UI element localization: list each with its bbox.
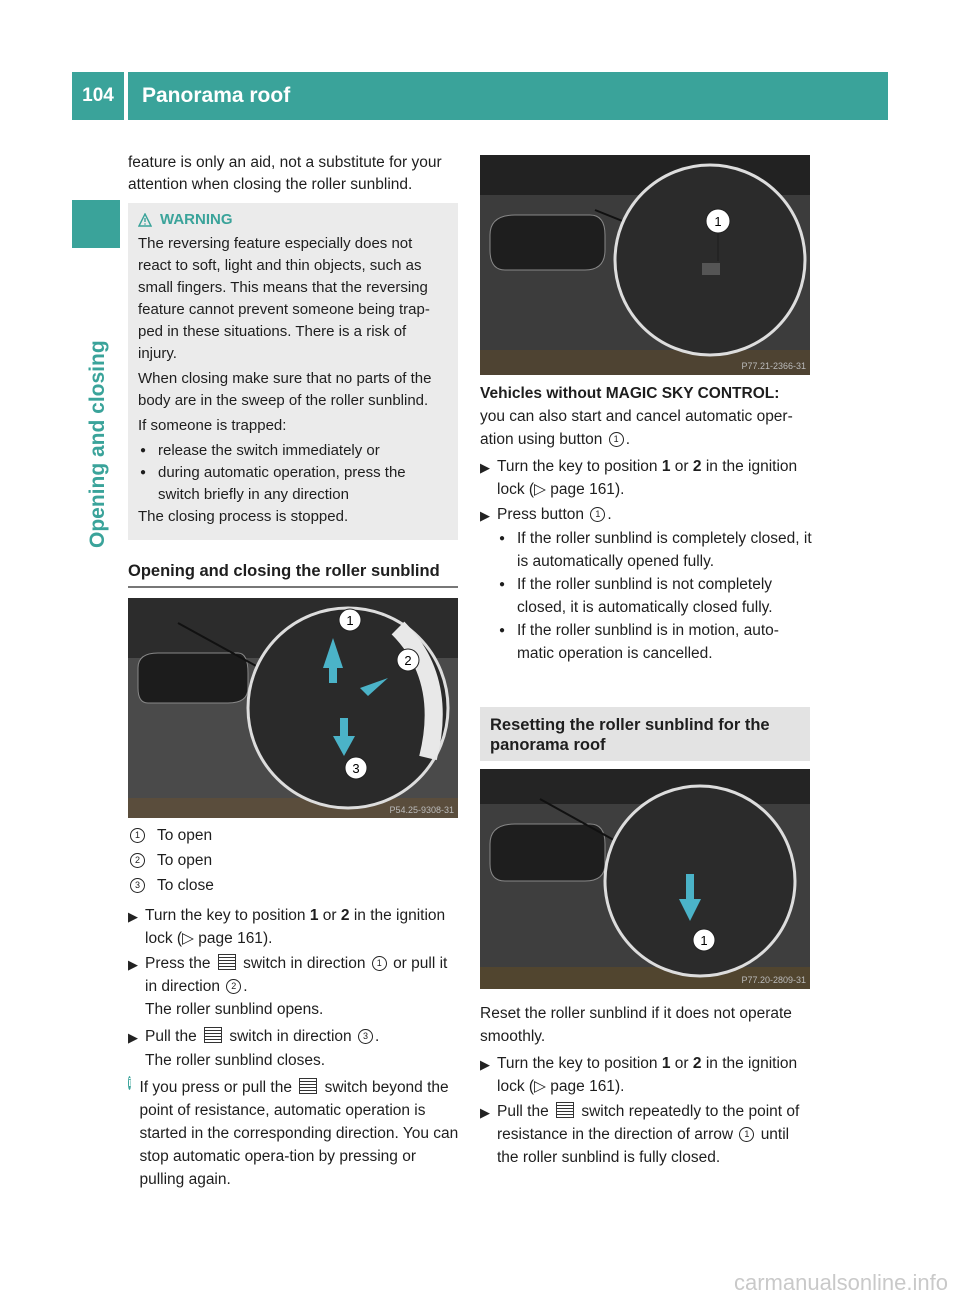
instruction-step: ▶ Press button 1 . — [480, 506, 612, 523]
right-instructions — [480, 382, 812, 665]
instruction-step: ▶ Pull the switch repeatedly to the point of resistance in the direction of arrow 1 until the roller sunblind is fully closed. — [480, 1103, 800, 1166]
instruction-step: ▶ Pull the switch in direction 3 . — [128, 1028, 380, 1045]
result-bullet: ● If the roller sunblind is in motion, auto-matic operation is cancelled. — [499, 622, 779, 662]
magic-sky-button-photo — [480, 155, 810, 375]
warning-box — [128, 203, 458, 540]
warning-heading: WARNING — [138, 209, 448, 231]
section-heading: Opening and closing the roller sunblind — [128, 562, 440, 580]
subheading: Vehicles without MAGIC SKY CONTROL: — [480, 385, 780, 402]
warning-bullet: ● release the switch immediately or — [140, 442, 380, 459]
figure-code: P54.25-9308-31 — [389, 805, 454, 815]
sunblind-switch-photo — [128, 598, 458, 818]
page-title: Panorama roof — [128, 72, 888, 120]
page-ref-icon: ▷ — [534, 1078, 551, 1095]
warning-text: The closing process is stopped. — [138, 508, 349, 525]
legend-item: 1 To open — [128, 823, 460, 848]
figure-legend — [128, 823, 460, 898]
instruction-step: ▶ Press the switch in direction 1 or pull it in direction 2 . — [128, 955, 448, 995]
callout-3: 3 — [352, 761, 360, 776]
callout-1: 1 — [714, 214, 722, 229]
roller-switch-icon — [204, 1027, 222, 1043]
result-bullet: ● If the roller sunblind is not completely closed, it is automatically closed fully. — [499, 576, 773, 616]
page-link[interactable]: page 161 — [550, 481, 615, 498]
heading-rule — [128, 586, 458, 588]
warning-bullet: ● during automatic operation, press the switch briefly in any direction — [140, 464, 406, 503]
warning-icon — [138, 213, 152, 227]
left-instructions — [128, 904, 460, 1191]
page-link[interactable]: page 161 — [198, 930, 263, 947]
section-heading-box: Resetting the roller sunblind for the panorama roof — [480, 707, 810, 761]
warning-text: If someone is trapped: — [138, 417, 287, 434]
step-result: The roller sunblind opens. — [145, 1001, 324, 1018]
intro-text: feature is only an aid, not a substitute for your attention when closing the roller sunblind. — [128, 154, 442, 193]
roller-switch-icon — [218, 954, 236, 970]
info-note: i If you press or pull the switch beyond the point of resistance, automatic operation is started in the corresponding direction. You can stop automatic opera-tion by pressing or pulling again. — [128, 1076, 459, 1188]
figure-code: P77.21-2366-31 — [741, 361, 806, 371]
warning-text: The reversing feature especially does not react to soft, light and thin objects, such as small fingers. This means that the reversing feature cannot prevent someone being trap-ped in these situations. There is a risk of injury. — [138, 235, 430, 362]
warning-text: When closing make sure that no parts of the body are in the sweep of the roller sunblind. — [138, 370, 432, 409]
page-link[interactable]: page 161 — [550, 1078, 615, 1095]
reset-instructions — [480, 1002, 812, 1169]
page-ref-icon: ▷ — [182, 930, 199, 947]
legend-item: 2 To open — [128, 848, 460, 873]
legend-item: 3 To close — [128, 873, 460, 898]
callout-1: 1 — [346, 613, 354, 628]
page-ref-icon: ▷ — [534, 481, 551, 498]
instruction-step: ▶ Turn the key to position 1 or 2 in the ignition lock (▷ page 161). — [480, 1055, 798, 1095]
side-tab-label: Opening and closing — [86, 340, 109, 548]
instruction-step: ▶ Turn the key to position 1 or 2 in the ignition lock (▷ page 161). — [128, 907, 446, 947]
subheading-text: you can also start and cancel automatic oper-ation using button 1 . — [480, 408, 793, 448]
figure-code: P77.20-2809-31 — [741, 975, 806, 985]
roller-switch-icon — [299, 1078, 317, 1094]
footer-watermark: carmanualsonline.info — [733, 1270, 948, 1295]
instruction-step: ▶ Turn the key to position 1 or 2 in the ignition lock (▷ page 161). — [480, 458, 798, 498]
step-result: The roller sunblind closes. — [145, 1052, 326, 1069]
page-number: 104 — [72, 72, 124, 120]
reset-switch-photo — [480, 769, 810, 989]
result-bullet: ● If the roller sunblind is completely closed, it is automatically opened fully. — [499, 530, 812, 570]
roller-switch-icon — [556, 1102, 574, 1118]
callout-1: 1 — [700, 933, 708, 948]
reset-text: Reset the roller sunblind if it does not operate smoothly. — [480, 1005, 792, 1045]
callout-2: 2 — [404, 653, 412, 668]
info-icon: i — [128, 1076, 132, 1089]
